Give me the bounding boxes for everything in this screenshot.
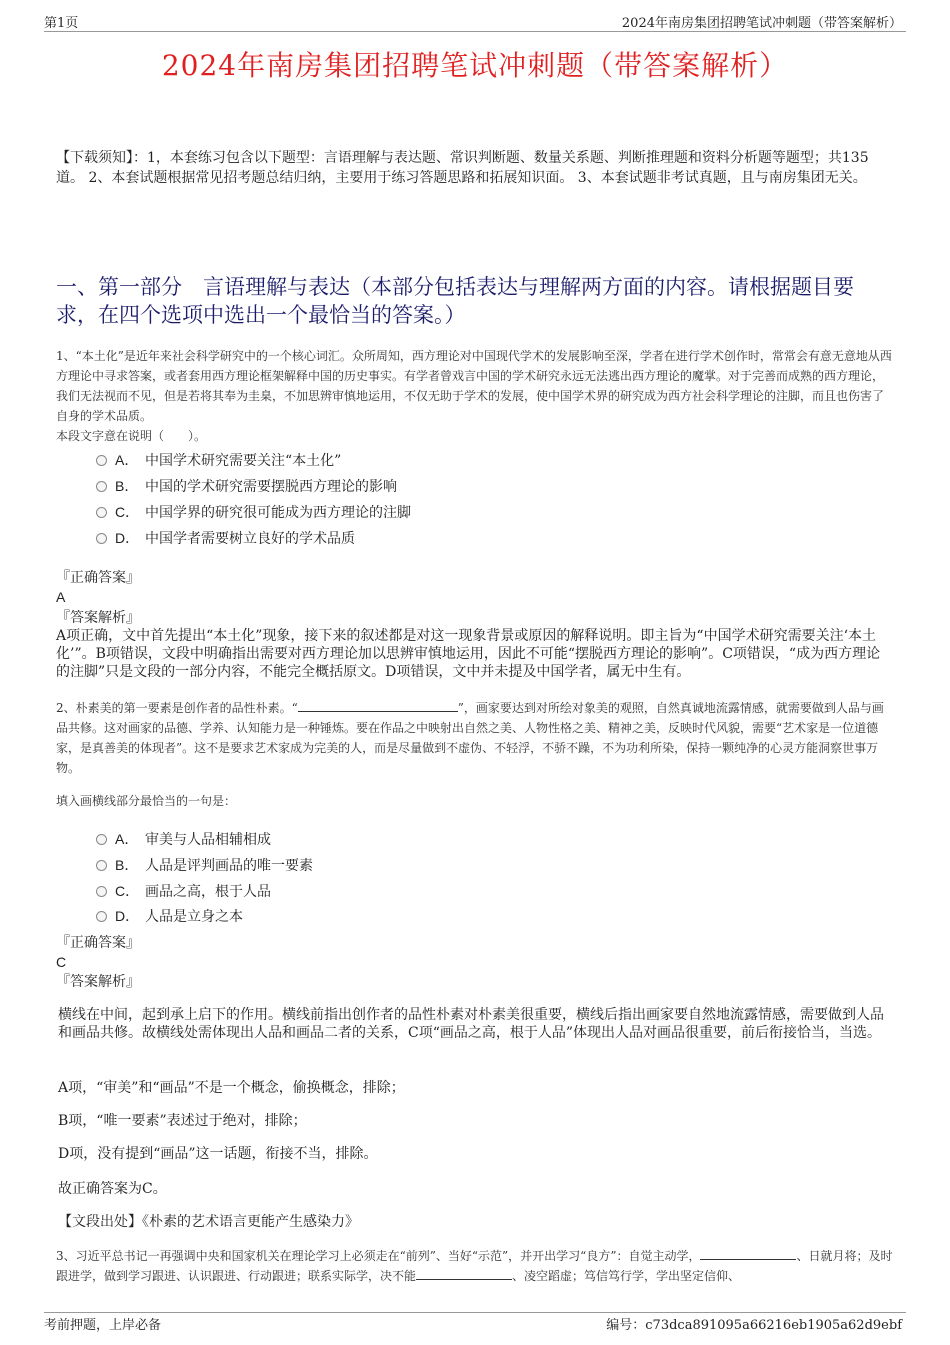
- radio-icon[interactable]: [96, 481, 107, 492]
- option-c[interactable]: C． 画品之高，根于人品: [96, 881, 271, 901]
- fill-blank[interactable]: [416, 1279, 512, 1280]
- question-2-prompt: 填入画横线部分最恰当的一句是：: [56, 794, 237, 808]
- option-a[interactable]: A． 审美与人品相辅相成: [96, 829, 271, 849]
- radio-icon[interactable]: [96, 911, 107, 922]
- fill-blank[interactable]: [700, 1259, 796, 1260]
- fill-blank[interactable]: [298, 711, 458, 712]
- correct-answer: A: [56, 589, 66, 605]
- document-id: 编号：c73dca891095a66216eb1905a62d9ebf: [606, 1318, 902, 1333]
- question-3-stem: 3、习近平总书记一再强调中央和国家机关在理论学习上必须走在“前列”、当好“示范”，并开出学习“良方”：自觉主动学， 、日就月将；及时跟进学，做到学习跟进、认识跟进、行动跟进；联系实际学，决不能 、凌空蹈虚；笃信笃行学，学出坚定信仰、: [56, 1249, 893, 1283]
- option-b[interactable]: B． 人品是评判画品的唯一要素: [96, 855, 313, 875]
- analysis-point-a: A项，“审美”和“画品”不是一个概念，偷换概念，排除；: [58, 1080, 405, 1096]
- download-notice: 【下载须知】：1，本套练习包含以下题型：言语理解与表达题、常识判断题、数量关系题、判断推理题和资料分析题等题型；共135道。 2、本套试题根据常见招考题总结归纳，主要用于练习答题思路和拓展知识面。 3、本套试题非考试真题，且与南房集团无关。: [56, 150, 869, 186]
- analysis-heading: 『答案解析』: [56, 610, 140, 626]
- header-divider: [44, 31, 906, 32]
- analysis-conclusion: 故正确答案为C。: [58, 1181, 167, 1197]
- footer-divider: [44, 1312, 906, 1313]
- option-a[interactable]: A． 中国学术研究需要关注“本土化”: [96, 450, 341, 470]
- passage-source: 【文段出处】《朴素的艺术语言更能产生感染力》: [58, 1214, 359, 1230]
- option-d[interactable]: D． 中国学者需要树立良好的学术品质: [96, 528, 355, 548]
- radio-icon[interactable]: [96, 834, 107, 845]
- analysis-text: 横线在中间，起到承上启下的作用。横线前指出创作者的品性朴素对朴素美很重要，横线后指出画家要自然地流露情感，需要做到人品和画品共修。故横线处需体现出人品和画品二者的关系，C项“画品之高，根于人品”体现出人品对画品很重要，前后衔接恰当，当选。: [58, 1007, 884, 1041]
- page-number: 第1页: [44, 16, 79, 31]
- answer-heading: 『正确答案』: [56, 570, 140, 586]
- question-2-stem: 2、朴素美的第一要素是创作者的品性朴素。“ ”，画家要达到对所绘对象美的观照，自然真诚地流露情感，就需要做到人品与画品共修。这对画家的品德、学养、认知能力是一种锤炼。要在作品之中映射出自然之美、人物性格之美、精神之美，反映时代风貌，需要“艺术家是一位道德家，是真善美的体现者”。这不是要求艺术家成为完美的人，而是尽量做到不虚伪、不轻浮，不骄不躁，不为功利所染，保持一颗纯净的心灵方能洞察世事万物。: [56, 701, 884, 775]
- radio-icon[interactable]: [96, 860, 107, 871]
- analysis-text: A项正确，文中首先提出“本土化”现象，接下来的叙述都是对这一现象背景或原因的解释说明。即主旨为“中国学术研究需要关注‘本土化’”。B项错误，文段中明确指出需要对西方理论加以思辨审慎地运用，因此不可能“摆脱西方理论的影响”。C项错误，“成为西方理论的注脚”只是文段的一部分内容，不能完全概括原文。D项错误，文中并未提及中国学者，属无中生有。: [56, 628, 881, 680]
- correct-answer: C: [56, 954, 67, 970]
- question-1-prompt: 本段文字意在说明（ ）。: [56, 429, 207, 443]
- analysis-point-d: D项，没有提到“画品”这一话题，衔接不当，排除。: [58, 1146, 378, 1162]
- section-heading: 一、第一部分 言语理解与表达（本部分包括表达与理解两方面的内容。请根据题目要求，在四个选项中选出一个最恰当的答案。）: [56, 275, 854, 327]
- option-c[interactable]: C． 中国学界的研究很可能成为西方理论的注脚: [96, 502, 411, 522]
- option-d[interactable]: D． 人品是立身之本: [96, 906, 243, 926]
- radio-icon[interactable]: [96, 886, 107, 897]
- option-b[interactable]: B． 中国的学术研究需要摆脱西方理论的影响: [96, 476, 397, 496]
- analysis-heading: 『答案解析』: [56, 974, 140, 990]
- answer-heading: 『正确答案』: [56, 935, 140, 951]
- radio-icon[interactable]: [96, 455, 107, 466]
- page-title: 2024年南房集团招聘笔试冲刺题（带答案解析）: [161, 49, 789, 82]
- analysis-point-b: B项，“唯一要素”表述过于绝对，排除；: [58, 1113, 307, 1129]
- radio-icon[interactable]: [96, 507, 107, 518]
- question-1-stem: 1、“本土化”是近年来社会科学研究中的一个核心词汇。众所周知，西方理论对中国现代学术的发展影响至深，学者在进行学术创作时，常常会有意无意地从西方理论中寻求答案，或者套用西方理论框架解释中国的历史事实。有学者曾戏言中国的学术研究永远无法逃出西方理论的魔掌。对于完善而成熟的西方理论，我们无法视而不见，但是若将其奉为圭臬，不加思辨审慎地运用，不仅无助于学术的发展，使中国学术界的研究成为西方社会科学理论的注脚，而且也伤害了自身的学术品质。: [56, 349, 892, 423]
- radio-icon[interactable]: [96, 533, 107, 544]
- footer-slogan: 考前押题，上岸必备: [44, 1318, 162, 1333]
- header-doc-title: 2024年南房集团招聘笔试冲刺题（带答案解析）: [621, 16, 902, 31]
